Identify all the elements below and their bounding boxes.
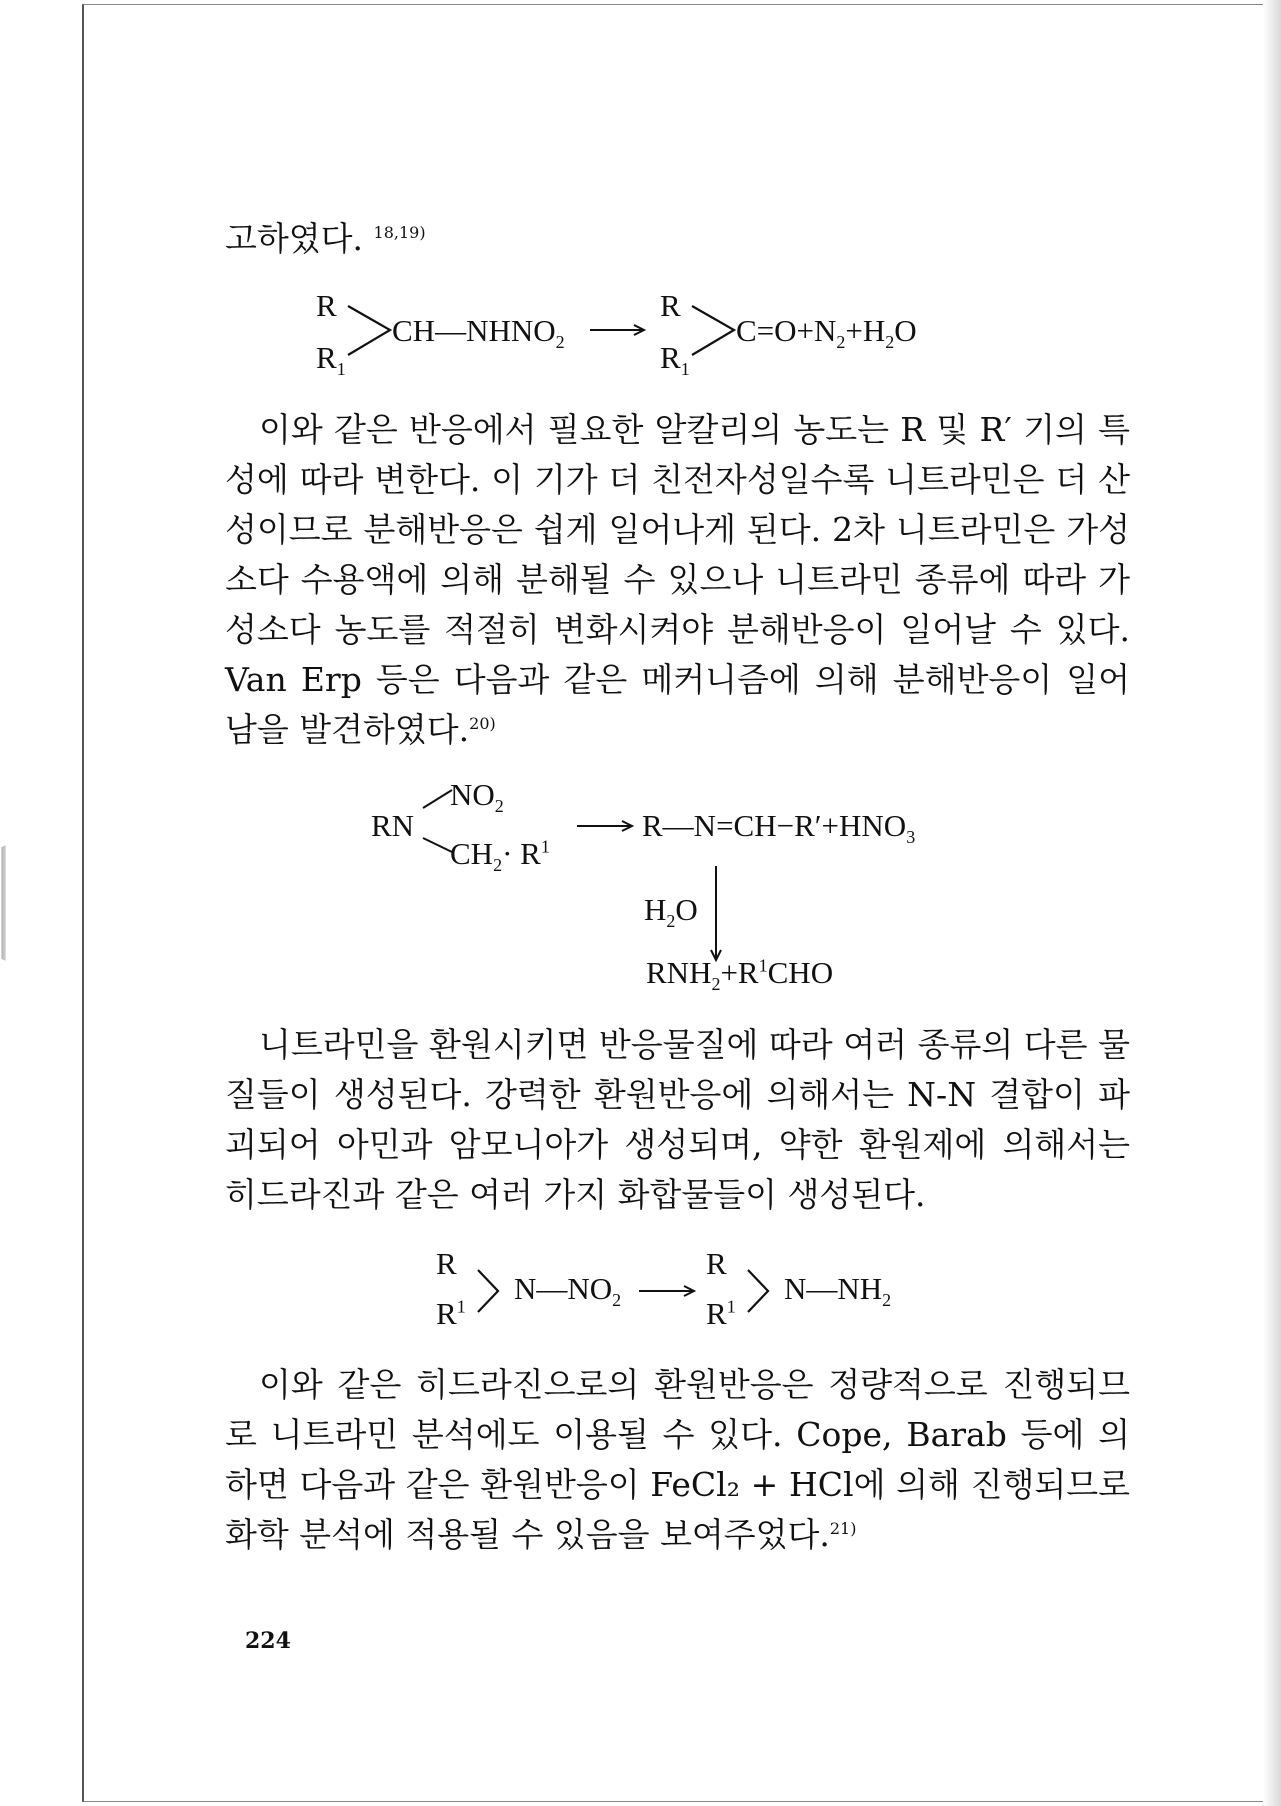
eq3-product: $N—NH_2$	[784, 1271, 892, 1311]
intro-reference: 18,19)	[373, 223, 426, 242]
eq2-h2o: $H_2O$	[644, 892, 698, 932]
eq2-ch2: $CH_2\cdot R^1$	[450, 836, 550, 876]
eq3-r-bottom-left: $R^1$	[436, 1296, 466, 1331]
eq3-r-top-left: R	[436, 1246, 457, 1281]
eq3-r-top-right: R	[706, 1246, 727, 1281]
paragraph-1-text: 이와 같은 반응에서 필요한 알칼리의 농도는 R 및 R′ 기의 특성에 따라 변한다. 이 기가 더 친전자성일수록 니트라민은 더 산성이므로 분해반응은 쉽게 일어나게 된다. 2차 니트라민은 가성소다 수용액에 의해 분해될 수 있으나 니트라민 종류에 따라 가성소다 농도를 적절히 변화시켜야 분해반응이 일어날 수 있다. Van Erp 등은 다음과 같은 메커니즘에 의해 분해반응이 일어남을 발견하였다.	[225, 410, 1130, 749]
paragraph-2-text: 니트라민을 환원시키면 반응물질에 따라 여러 종류의 다른 물질들이 생성된다. 강력한 환원반응에 의해서는 N-N 결합이 파괴되어 아민과 암모니아가 생성되며, 약한 환원제에 의해서는 히드라진과 같은 여러 가지 화합물들이 생성된다.	[225, 1025, 1130, 1214]
eq3-reactant: $N—NO_2$	[514, 1271, 622, 1311]
eq2-product: $R—N=CH-R'+HNO_3$	[642, 808, 916, 848]
page-number: 224	[245, 1628, 291, 1654]
eq3-r-bottom-right: $R^1$	[706, 1296, 736, 1331]
eq1-r-bottom-left: $R_1$	[316, 340, 346, 380]
paragraph-3	[225, 1360, 1130, 1560]
paragraph-3-text: 이와 같은 히드라진으로의 환원반응은 정량적으로 진행되므로 니트라민 분석에도 이용될 수 있다. Cope, Barab 등에 의하면 다음과 같은 환원반응이 FeCl₂ + HCl에 의해 진행되므로 화학 분석에 적용될 수 있음을 보여주었다.	[225, 1365, 1130, 1554]
eq2-rn: RN	[371, 808, 415, 843]
intro-text: 고하였다.	[225, 219, 364, 258]
paragraph-3-reference: 21)	[829, 1519, 857, 1538]
eq2-no2: $NO_2$	[450, 777, 504, 817]
eq1-r-top-right: R	[660, 288, 681, 323]
eq1-product: $C=O+N_2+H_2O$	[736, 313, 917, 353]
paragraph-1-reference: 20)	[469, 714, 496, 733]
eq2-final: $RNH_2+R^1CHO$	[646, 955, 834, 995]
eq1-r-bottom-right: $R_1$	[660, 340, 690, 380]
eq1-reactant: $CH—NHNO_2$	[392, 313, 565, 353]
eq1-r-top-left: R	[316, 288, 337, 323]
